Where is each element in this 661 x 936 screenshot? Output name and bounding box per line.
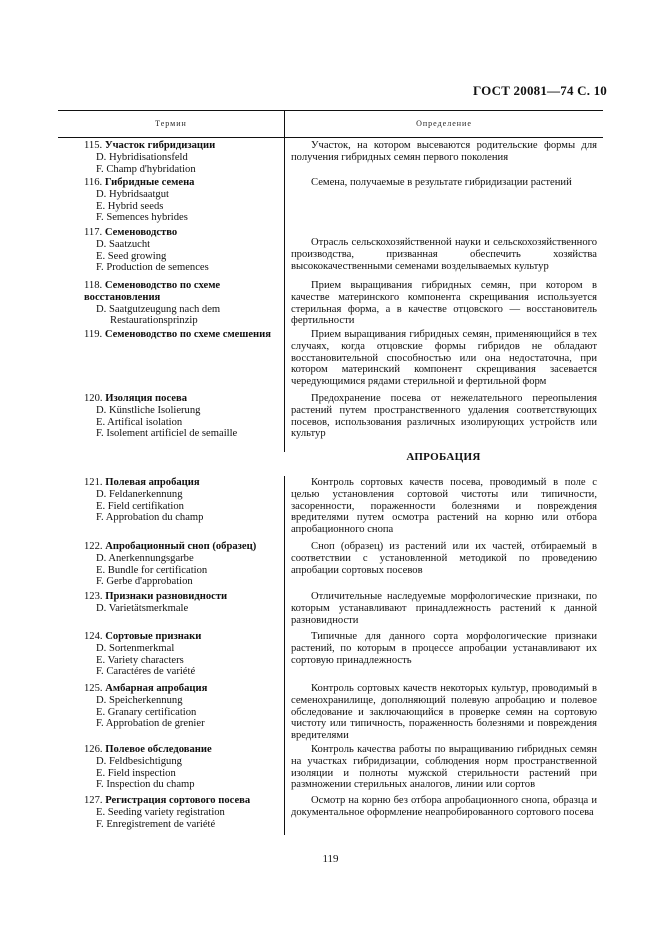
term-number: 125. xyxy=(84,683,103,694)
term-name: Семеноводство по схеме восстановления xyxy=(84,280,221,303)
term-translation: F. Production de semences xyxy=(96,262,209,274)
term-cell xyxy=(84,140,280,175)
term-name: Амбарная апробация xyxy=(105,683,208,694)
term-number: 124. xyxy=(84,631,103,642)
term-cell xyxy=(84,795,280,830)
section-heading: АПРОБАЦИЯ xyxy=(406,451,481,463)
term-translation: F. Approbation de grenier xyxy=(96,718,205,730)
term-translation: D. Hybridisationsfeld xyxy=(96,151,188,163)
term-translation: D. Feldanerkennung xyxy=(96,488,183,500)
term-cell xyxy=(84,329,280,341)
term-name: Регистрация сортового посева xyxy=(105,795,251,806)
term-number: 121. xyxy=(84,477,103,488)
term-heading xyxy=(84,177,280,189)
term-translation: F. Semences hybrides xyxy=(96,212,188,224)
term-number: 120. xyxy=(84,393,103,404)
definition-cell: Отличительные наследуемые морфологические признаки, по которым устанавливают принадлежность растений к данной разновидности xyxy=(291,591,597,626)
term-translation: D. Speicherkennung xyxy=(96,694,183,706)
term-name: Участок гибридизации xyxy=(104,140,216,151)
term-translation: D. Saatzucht xyxy=(96,238,151,250)
term-number: 116. xyxy=(84,177,103,188)
definition-cell: Сноп (образец) из растений или их частей, отбираемый в соответствии с установленной методикой по проведению апробации сортовых посевов xyxy=(291,541,597,576)
term-cell xyxy=(84,631,280,678)
term-name: Семеноводство по схеме смешения xyxy=(104,329,271,340)
term-translation: Restaurationsprinzip xyxy=(110,315,198,327)
column-header-definition: Определение xyxy=(416,119,472,128)
term-translation: D. Feldbesichtigung xyxy=(96,755,182,767)
term-heading xyxy=(84,280,280,304)
term-translation: F. Approbation du champ xyxy=(96,512,204,524)
term-heading xyxy=(84,477,280,489)
header-bottom-rule xyxy=(58,137,603,138)
term-translation: D. Sortenmerkmal xyxy=(96,642,175,654)
term-translation: D. Saatgutzeugung nach dem xyxy=(96,303,221,315)
term-cell xyxy=(84,477,280,524)
term-number: 118. xyxy=(84,280,103,291)
term-number: 117. xyxy=(84,227,103,238)
term-translation: E. Hybrid seeds xyxy=(96,200,164,212)
column-header-term: Термин xyxy=(155,119,187,128)
term-cell xyxy=(84,541,280,588)
term-translation: E. Variety characters xyxy=(96,654,184,666)
definition-cell: Отрасль сельскохозяйственной науки и сельскохозяйственного производства, призванная обеспечить хозяйства высококачественными семенами возделываемых культур xyxy=(291,237,597,272)
term-translation: D. Künstliche Isolierung xyxy=(96,404,201,416)
term-number: 119. xyxy=(84,329,103,340)
term-heading xyxy=(84,541,280,553)
column-divider-lower xyxy=(284,476,285,835)
term-cell xyxy=(84,591,280,615)
term-translation: E. Artifical isolation xyxy=(96,416,183,428)
definition-cell: Контроль сортовых качеств некоторых культур, проводимый в семенохранилище, дополняющий полевую апробацию и полевое обследование и заключающийся в проверке семян на сортовую чистоту или типичность, пораженность болезнями и повреждения вредителями xyxy=(291,683,597,742)
term-name: Апробационный сноп (образец) xyxy=(105,541,257,552)
definition-cell: Типичные для данного сорта морфологические признаки растений, по которым в процессе апробации устанавливают их сортовую принадлежность xyxy=(291,631,597,666)
term-translation: E. Seed growing xyxy=(96,250,167,262)
term-translation: E. Field inspection xyxy=(96,767,176,779)
term-translation: E. Bundle for certification xyxy=(96,564,208,576)
definition-cell: Прием выращивания гибридных семян, применяющийся в тех случаях, когда отцовские формы гибридов не обладают восстановительной способностью или она недостаточна, при котором материнский компонент скрещивания засевается чередующимися рядами стерильной и фертильной форм xyxy=(291,329,597,388)
term-translation: D. Hybridsaatgut xyxy=(96,188,169,200)
page-number: 119 xyxy=(322,853,339,865)
term-heading xyxy=(84,591,280,603)
table-top-rule xyxy=(58,110,603,111)
term-cell xyxy=(84,683,280,730)
term-number: 126. xyxy=(84,744,103,755)
term-translation: F. Inspection du champ xyxy=(96,779,195,791)
terms-table xyxy=(58,110,603,835)
term-name: Полевое обследование xyxy=(105,744,212,755)
term-translation: E. Field certifikation xyxy=(96,500,184,512)
definition-cell: Прием выращивания гибридных семян, при котором в качестве материнского компонента скрещивания используется стерильная форма, а в качестве отцовского — восстановитель фертильности xyxy=(291,280,597,327)
page-header: ГОСТ 20081—74 С. 10 xyxy=(473,83,607,98)
term-heading xyxy=(84,140,280,152)
definition-cell: Участок, на котором высеваются родительские формы для получения гибридных семян первого поколения xyxy=(291,140,597,163)
term-heading xyxy=(84,329,280,341)
term-cell xyxy=(84,280,280,327)
term-name: Гибридные семена xyxy=(104,177,195,188)
definition-cell: Предохранение посева от нежелательного переопыления растений путем пространственного удаления соответствующих посевов, использования различных изолирующих устройств или культур xyxy=(291,393,597,440)
term-cell xyxy=(84,177,280,224)
term-translation: D. Anerkennungsgarbe xyxy=(96,552,194,564)
term-name: Полевая апробация xyxy=(105,477,200,488)
definition-cell: Контроль качества работы по выращиванию гибридных семян на участках гибридизации, соблюдения норм пространственной изоляции и полноты мужской стерильности растений при размножении стерильных аналогов, линии или сортов xyxy=(291,744,597,791)
term-translation: D. Varietätsmerkmale xyxy=(96,602,189,614)
term-translation: F. Isolement artificiel de semaille xyxy=(96,428,238,440)
term-number: 122. xyxy=(84,541,103,552)
term-translation: F. Caractéres de variété xyxy=(96,666,196,678)
definition-cell: Контроль сортовых качеств посева, проводимый в поле с целью установления сортовой чистоты или типичности, засоренности, пораженности болезнями и повреждения вредителями путем осмотра растений на корню или отбора апробационного снопа xyxy=(291,477,597,536)
term-translation: F. Gerbe d'approbation xyxy=(96,576,193,588)
term-name: Изоляция посева xyxy=(105,393,188,404)
term-name: Семеноводство xyxy=(104,227,178,238)
term-translation: E. Granary certification xyxy=(96,706,197,718)
term-heading xyxy=(84,631,280,643)
term-translation: E. Seeding variety registration xyxy=(96,806,225,818)
definition-cell: Осмотр на корню без отбора апробационного снопа, образца и документальное оформление неапробированного сортового посева xyxy=(291,795,597,818)
term-name: Признаки разновидности xyxy=(105,591,228,602)
term-cell xyxy=(84,744,280,791)
term-heading xyxy=(84,227,280,239)
term-translation: F. Enregistrement de variété xyxy=(96,818,216,830)
column-divider-upper xyxy=(284,137,285,452)
term-heading xyxy=(84,744,280,756)
term-name: Сортовые признаки xyxy=(105,631,202,642)
definition-cell: Семена, получаемые в результате гибридизации растений xyxy=(311,177,572,188)
term-number: 115. xyxy=(84,140,103,151)
term-cell xyxy=(84,227,280,274)
term-translation: F. Champ d'hybridation xyxy=(96,163,196,175)
term-number: 123. xyxy=(84,591,103,602)
term-heading xyxy=(84,683,280,695)
term-cell xyxy=(84,393,280,440)
term-number: 127. xyxy=(84,795,103,806)
term-heading xyxy=(84,795,280,807)
term-heading xyxy=(84,393,280,405)
